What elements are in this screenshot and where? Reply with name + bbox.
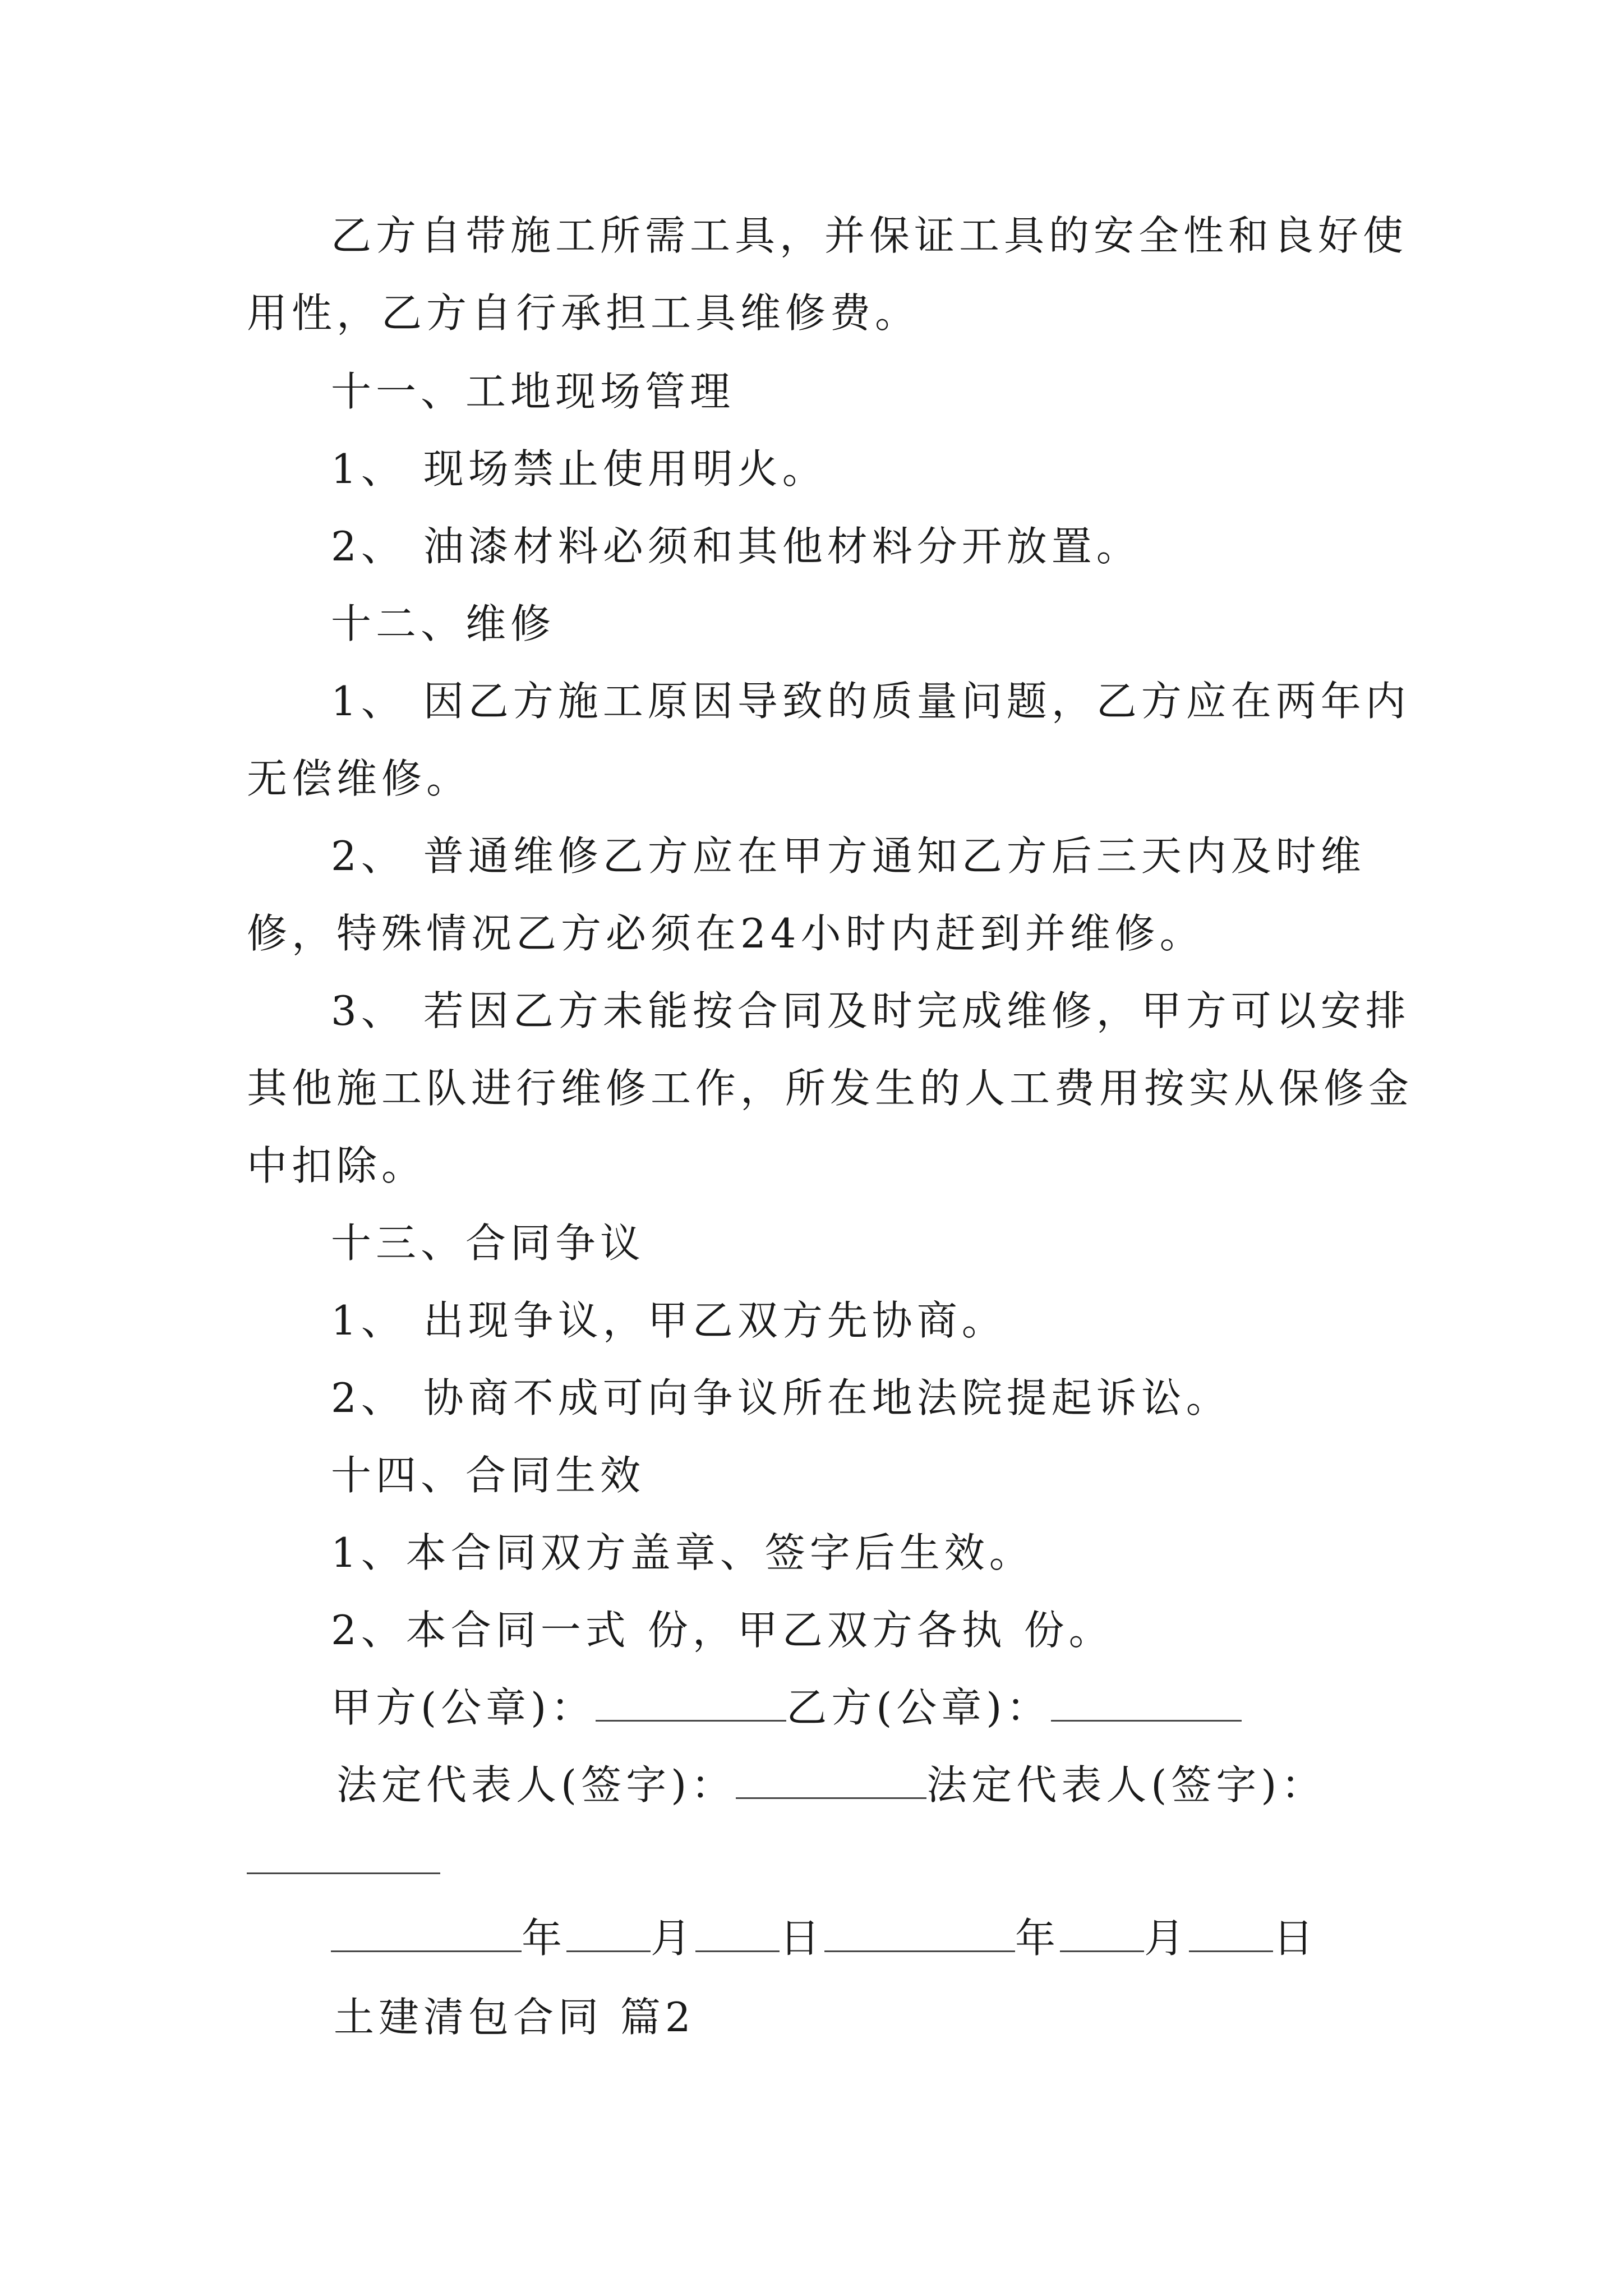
section-heading: 十二、维修: [331, 600, 556, 647]
clause-item: 修，特殊情况乙方必须在24小时内赶到并维修。: [247, 910, 1205, 957]
month-b-blank: [1060, 1911, 1144, 1952]
clause-item: 中扣除。: [247, 1142, 427, 1189]
day-a-blank: [695, 1911, 780, 1952]
clause-item: 1、 出现争议，甲乙双方先协商。: [331, 1297, 1007, 1344]
clause-item: 1、本合同双方盖章、签字后生效。: [331, 1529, 1034, 1576]
clause-item: 2、本合同一式 份，甲乙双方各执 份。: [331, 1607, 1114, 1654]
seal-line: [331, 1680, 1242, 1736]
party-a-seal-label: 甲方(公章)：: [331, 1684, 596, 1731]
clause-item: 1、 因乙方施工原因导致的质量问题，乙方应在两年内: [331, 678, 1410, 725]
next-section-title: 土建清包合同 篇2: [334, 1994, 695, 2041]
party-b-seal-blank: [1051, 1681, 1242, 1722]
date-line: [331, 1910, 1318, 1966]
day-b-blank: [1189, 1911, 1273, 1952]
rep-a-label: 法定代表人(签字)：: [336, 1761, 736, 1809]
month-a-label: 月: [651, 1915, 696, 1962]
clause-item: 其他施工队进行维修工作，所发生的人工费用按实从保修金: [247, 1065, 1414, 1112]
day-b-label: 日: [1273, 1915, 1318, 1962]
year-b-label: 年: [1015, 1915, 1061, 1962]
month-b-label: 月: [1144, 1915, 1189, 1962]
year-b-blank: [824, 1911, 1015, 1952]
section-heading: 十一、工地现场管理: [331, 368, 735, 415]
party-b-seal-label: 乙方(公章)：: [786, 1684, 1052, 1731]
paragraph-line: 用性，乙方自行承担工具维修费。: [247, 289, 920, 337]
rep-a-blank: [736, 1758, 926, 1799]
year-a-label: 年: [522, 1915, 567, 1962]
party-a-seal-blank: [596, 1681, 786, 1722]
month-a-blank: [566, 1911, 651, 1952]
section-heading: 十三、合同争议: [331, 1220, 645, 1267]
representative-line: [336, 1757, 1326, 1813]
section-heading: 十四、合同生效: [331, 1452, 645, 1499]
rep-b-signature-blank: [247, 1872, 440, 1874]
clause-item: 2、 协商不成可向争议所在地法院提起诉讼。: [331, 1374, 1231, 1421]
day-a-label: 日: [780, 1915, 825, 1962]
clause-item: 2、 油漆材料必须和其他材料分开放置。: [331, 523, 1141, 570]
rep-b-label: 法定代表人(签字)：: [926, 1761, 1326, 1809]
paragraph-line: 乙方自带施工所需工具，并保证工具的安全性和良好使: [331, 212, 1408, 259]
clause-item: 1、 现场禁止使用明火。: [331, 445, 827, 493]
clause-item: 无偿维修。: [247, 755, 472, 802]
year-a-blank: [331, 1911, 522, 1952]
clause-item: 2、 普通维修乙方应在甲方通知乙方后三天内及时维: [331, 832, 1366, 880]
clause-item: 3、 若因乙方未能按合同及时完成维修，甲方可以安排: [331, 987, 1410, 1034]
